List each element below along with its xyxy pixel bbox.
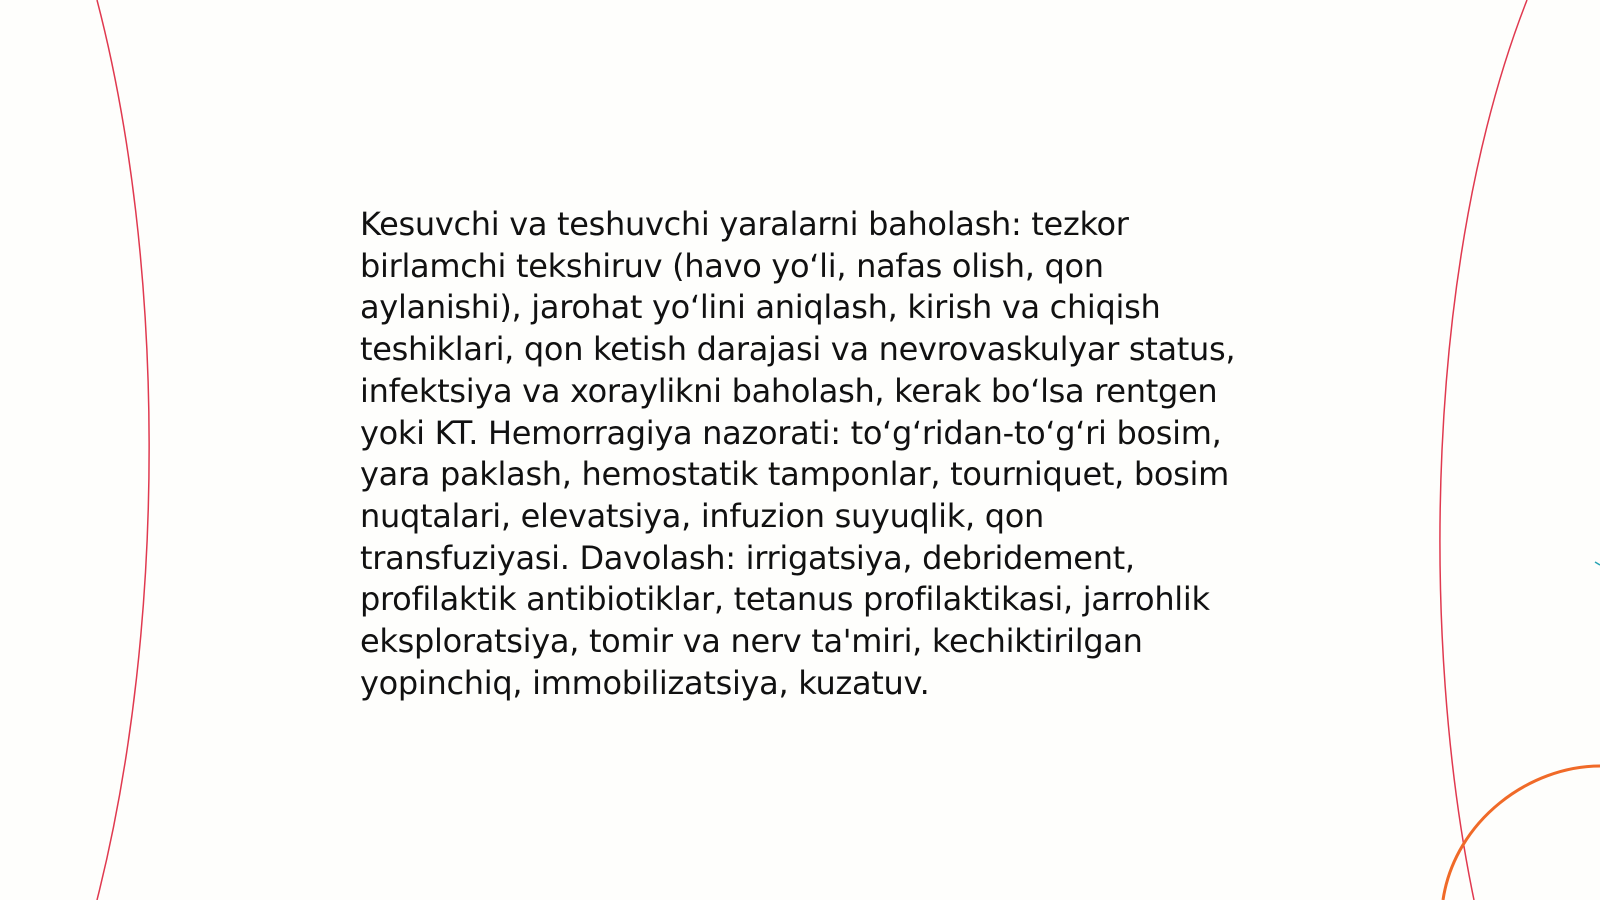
teal-accent [1595, 562, 1600, 565]
slide-body-text: Kesuvchi va teshuvchi yaralarni baholash: tezkor birlamchi tekshiruv (havo yo‘li, nafas olish, qon aylanishi), jarohat yo‘lini aniqlash, kirish va chiqish teshiklari, qon ketish darajasi va nevrovaskulyar status, infektsiya va xoraylikni baholash, kerak bo‘lsa rentgen yoki KT. Hemorragiya nazorati: to‘g‘ridan-to‘g‘ri bosim, yara paklash, hemostatik tamponlar, tourniquet, bosim nuqtalari, elevatsiya, infuzion suyuqlik, qon transfuziyasi. Davolash: irrigatsiya, debridement, profilaktik antibiotiklar, tetanus profilaktikasi, jarrohlik eksploratsiya, tomir va nerv ta'miri, kechiktirilgan yopinchiq, immobilizatsiya, kuzatuv. [360, 205, 1236, 702]
right-curve [1440, 0, 1527, 900]
left-curve [97, 0, 149, 900]
orange-arc [1443, 766, 1600, 900]
